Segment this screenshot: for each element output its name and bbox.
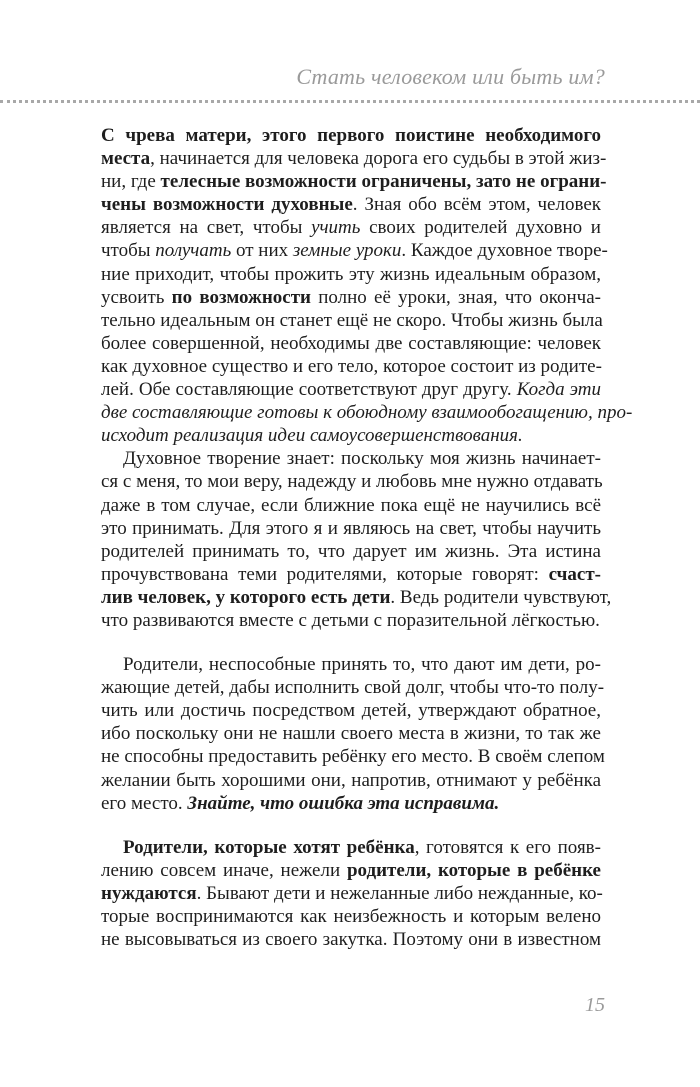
header-dotted-rule [0, 100, 700, 103]
text-run: не высовываться из своего закутка. Поэтому они в известном [101, 929, 601, 951]
text-run: торые воспринимаются как неизбежность и которым велено [101, 906, 601, 927]
text-run: желании быть хорошими они, напротив, отнимают у ребёнка [101, 769, 601, 791]
bold-run: чены возможности духовные [101, 194, 353, 216]
bold-run: лив человек, у которого есть дети [101, 586, 391, 608]
text-run: лению совсем иначе, нежели [101, 859, 347, 881]
text-line [101, 424, 601, 447]
text-line [101, 928, 601, 951]
text-line [101, 239, 608, 262]
text-run: от них [231, 240, 293, 262]
text-line [101, 653, 601, 676]
bold-run: С чрева матери, этого первого поистине необходимого [101, 125, 601, 146]
italic-run: исходит реализация идеи самоусовершенствования. [101, 425, 523, 447]
text-line [101, 882, 601, 905]
text-run: родителей принимать то, что дарует им жизнь. Эта истина [101, 540, 601, 562]
text-run: его место. [101, 792, 188, 814]
text-line [101, 216, 601, 239]
text-line [101, 792, 601, 815]
text-run: своих родителей духовно и [360, 217, 601, 239]
bold-run: родители, которые в ребёнке [346, 859, 601, 881]
text-run: . Бывают дети и нежеланные либо нежданные, ко- [196, 882, 603, 904]
text-line [101, 263, 601, 286]
text-run: ибо поскольку они не нашли своего места в жизни, то так же [101, 723, 601, 745]
text-run: как духовное существо и его тело, которое состоит из родите- [101, 355, 602, 377]
text-run: ся с меня, то мои веру, надежду и любовь мне нужно отдавать [101, 471, 603, 493]
text-run: прочувствована теми родителями, которые говорят: [101, 563, 549, 585]
text-run: Духовное творение знает: поскольку моя жизнь начинает- [123, 448, 601, 470]
text-run: это принимать. Для этого я и являюсь на свет, чтобы научить [101, 517, 601, 539]
italic-run: две составляющие готовы к обоюдному взаимообогащению, про- [101, 402, 633, 424]
text-run: лей. Обе составляющие соответствуют друг другу. [101, 379, 517, 401]
text-line [101, 309, 601, 332]
bold-run: нуждаются [101, 882, 197, 904]
paragraph-gap [101, 815, 601, 836]
text-run: . Каждое духовное творе- [401, 240, 608, 262]
text-line [101, 836, 601, 859]
text-run: . Ведь родители чувствуют, [390, 586, 612, 608]
text-run: Родители, неспособные принять то, что дают им дети, ро- [123, 654, 601, 676]
text-line [101, 332, 601, 355]
text-run: полно её уроки, зная, что оконча- [311, 286, 601, 308]
text-line [101, 563, 601, 586]
text-run: чить или достичь посредством детей, утверждают обратное, [101, 700, 601, 722]
text-line [101, 905, 601, 928]
paragraph [101, 836, 601, 951]
text-line [101, 193, 601, 216]
body-text [101, 124, 633, 951]
text-line [101, 355, 601, 378]
text-line [101, 378, 601, 401]
text-run: тельно идеальным он станет ещё не скоро. Чтобы жизнь была [101, 309, 603, 331]
text-run: жающие детей, дабы исполнить свой долг, чтобы что-то полу- [101, 677, 605, 699]
italic-run: Когда эти [516, 379, 602, 401]
bold-run: телесные возможности ограничены, зато не ограни- [160, 171, 607, 193]
text-line [101, 676, 605, 699]
italic-run: получать [155, 240, 232, 262]
text-run: что развиваются вместе с детьми с поразительной лёгкостью. [101, 609, 600, 631]
text-line [101, 609, 601, 632]
text-run: ни, где [101, 171, 161, 193]
text-run: усвоить [101, 286, 172, 308]
text-line [101, 470, 601, 493]
text-line [101, 517, 601, 540]
text-line [101, 170, 607, 193]
text-line [101, 447, 601, 470]
text-line [101, 540, 601, 563]
text-run: , готовятся к его появ- [414, 836, 601, 858]
text-run: ние приходит, чтобы прожить эту жизнь идеальным образом, [101, 263, 601, 285]
paragraph [101, 124, 633, 447]
text-line [101, 745, 605, 768]
text-line [101, 859, 601, 882]
text-line [101, 494, 601, 517]
bold-run: Родители, которые хотят ребёнка [123, 836, 415, 858]
text-run: не способны предоставить ребёнку его место. В своём слепом [101, 746, 605, 768]
paragraph [101, 447, 612, 632]
bold-italic-run: Знайте, что ошибка эта исправима. [187, 792, 500, 814]
bold-run: места [101, 148, 151, 170]
text-run: . Зная обо всём этом, человек [352, 194, 601, 216]
text-line [101, 401, 633, 424]
text-line [101, 722, 601, 745]
text-line [101, 769, 601, 792]
text-line [101, 286, 601, 309]
bold-run: счаст- [548, 563, 601, 585]
text-line [101, 147, 607, 170]
paragraph [101, 653, 605, 815]
italic-run: учить [311, 217, 361, 239]
page-number: 15 [585, 994, 605, 1016]
text-line [101, 699, 601, 722]
italic-run: земные уроки [292, 240, 402, 262]
bold-run: по возможности [171, 286, 311, 308]
running-header: Стать человеком или быть им? [296, 64, 605, 89]
text-run: , начинается для человека дорога его судьбы в этой жиз- [150, 148, 607, 170]
text-run: является на свет, чтобы [101, 217, 312, 239]
paragraph-gap [101, 632, 601, 653]
text-run: чтобы [101, 240, 156, 262]
text-run: более совершенной, необходимы две составляющие: человек [101, 332, 601, 354]
text-line [101, 124, 601, 147]
text-run: даже в том случае, если ближние пока ещё не научились всё [101, 494, 601, 516]
text-line [101, 586, 612, 609]
